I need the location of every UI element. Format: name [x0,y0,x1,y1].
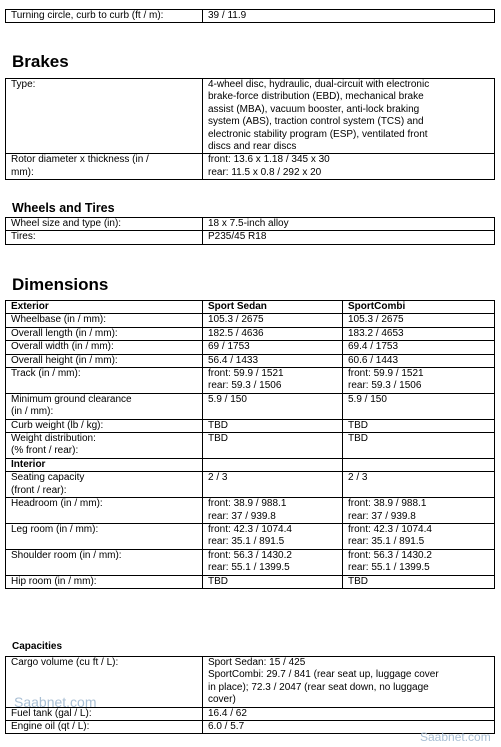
spec-label: Overall height (in / mm): [6,354,203,367]
empty-cell [343,458,495,471]
spec-label: Track (in / mm): [6,368,203,394]
table-row [6,79,495,154]
table-row [6,314,495,327]
spec-label: Type: [6,79,203,154]
spec-value: 39 / 11.9 [203,10,495,23]
sedan-value: 69 / 1753 [203,341,343,354]
table-row [6,472,495,498]
sedan-value: TBD [203,419,343,432]
table-row [6,154,495,180]
table-row [6,327,495,340]
spec-label: Turning circle, curb to curb (ft / m): [6,10,203,23]
spec-value: 6.0 / 5.7 [203,721,495,734]
spec-label: Curb weight (lb / kg): [6,419,203,432]
sedan-value: 182.5 / 4636 [203,327,343,340]
dimensions-table [5,300,495,589]
table-row [6,523,495,549]
sedan-value: front: 42.3 / 1074.4 rear: 35.1 / 891.5 [203,523,343,549]
combi-value: 69.4 / 1753 [343,341,495,354]
table-row [6,393,495,419]
table-row [6,549,495,575]
combi-value: front: 59.9 / 1521 rear: 59.3 / 1506 [343,368,495,394]
spec-label: Leg room (in / mm): [6,523,203,549]
combi-value: TBD [343,433,495,459]
spec-label: Weight distribution: (% front / rear): [6,433,203,459]
spec-label: Minimum ground clearance (in / mm): [6,393,203,419]
spec-label: Rotor diameter x thickness (in / mm): [6,154,203,180]
table-row [6,231,495,244]
table-row [6,368,495,394]
spec-label: Hip room (in / mm): [6,575,203,588]
spec-label: Engine oil (qt / L): [6,721,203,734]
spec-label: Seating capacity (front / rear): [6,472,203,498]
sedan-value: 105.3 / 2675 [203,314,343,327]
combi-value: 5.9 / 150 [343,393,495,419]
table-section-row [6,458,495,471]
combi-value: TBD [343,575,495,588]
spec-label: Headroom (in / mm): [6,498,203,524]
combi-value: front: 56.3 / 1430.2 rear: 55.1 / 1399.5 [343,549,495,575]
table-row [6,354,495,367]
turning-circle-table [5,9,495,23]
sedan-value: front: 38.9 / 988.1 rear: 37 / 939.8 [203,498,343,524]
sedan-value: front: 56.3 / 1430.2 rear: 55.1 / 1399.5 [203,549,343,575]
combi-value: front: 42.3 / 1074.4 rear: 35.1 / 891.5 [343,523,495,549]
spec-label: Wheel size and type (in): [6,218,203,231]
spec-label: Wheelbase (in / mm): [6,314,203,327]
brakes-heading: Brakes [12,52,69,71]
sedan-value: TBD [203,433,343,459]
wheels-heading: Wheels and Tires [12,201,115,215]
spec-label: Tires: [6,231,203,244]
watermark-left: Saabnet.com [14,694,97,710]
spec-value: 18 x 7.5-inch alloy [203,218,495,231]
combi-value: front: 38.9 / 988.1 rear: 37 / 939.8 [343,498,495,524]
capacities-heading: Capacities [12,641,63,652]
combi-value: 2 / 3 [343,472,495,498]
spec-label: Overall length (in / mm): [6,327,203,340]
empty-cell [203,458,343,471]
spec-label: Shoulder room (in / mm): [6,549,203,575]
table-row [6,218,495,231]
spec-value: 16.4 / 62 [203,707,495,720]
sportcombi-header: SportCombi [343,301,495,314]
combi-value: 183.2 / 4653 [343,327,495,340]
watermark-right: Saabnet.com [420,730,491,744]
brakes-table [5,78,495,180]
dimensions-heading: Dimensions [12,275,109,294]
table-row [6,433,495,459]
interior-header: Interior [6,458,203,471]
table-row [6,341,495,354]
combi-value: 60.6 / 1443 [343,354,495,367]
sedan-value: 2 / 3 [203,472,343,498]
combi-value: 105.3 / 2675 [343,314,495,327]
spec-value: P235/45 R18 [203,231,495,244]
combi-value: TBD [343,419,495,432]
sport-sedan-header: Sport Sedan [203,301,343,314]
table-row [6,10,495,23]
sedan-value: front: 59.9 / 1521 rear: 59.3 / 1506 [203,368,343,394]
spec-label: Overall width (in / mm): [6,341,203,354]
sedan-value: TBD [203,575,343,588]
spec-value: Sport Sedan: 15 / 425 SportCombi: 29.7 / 841 (rear seat up, luggage cover in place); 72.3 / 2047 (rear seat down, no luggage cover) [203,657,495,708]
table-header-row [6,301,495,314]
exterior-header: Exterior [6,301,203,314]
spec-label: Cargo volume (cu ft / L): [6,657,203,708]
spec-value: front: 13.6 x 1.18 / 345 x 30 rear: 11.5 x 0.8 / 292 x 20 [203,154,495,180]
table-row [6,498,495,524]
wheels-table [5,217,495,245]
table-row [6,575,495,588]
spec-value: 4-wheel disc, hydraulic, dual-circuit with electronic brake-force distribution (EBD), mechanical brake assist (MBA), vacuum booster, anti-lock braking system (ABS), traction control system (TCS) and electronic stability program (ESP), ventilated front discs and rear discs [203,79,495,154]
table-row [6,419,495,432]
sedan-value: 5.9 / 150 [203,393,343,419]
sedan-value: 56.4 / 1433 [203,354,343,367]
spec-label: Fuel tank (gal / L): [6,707,203,720]
